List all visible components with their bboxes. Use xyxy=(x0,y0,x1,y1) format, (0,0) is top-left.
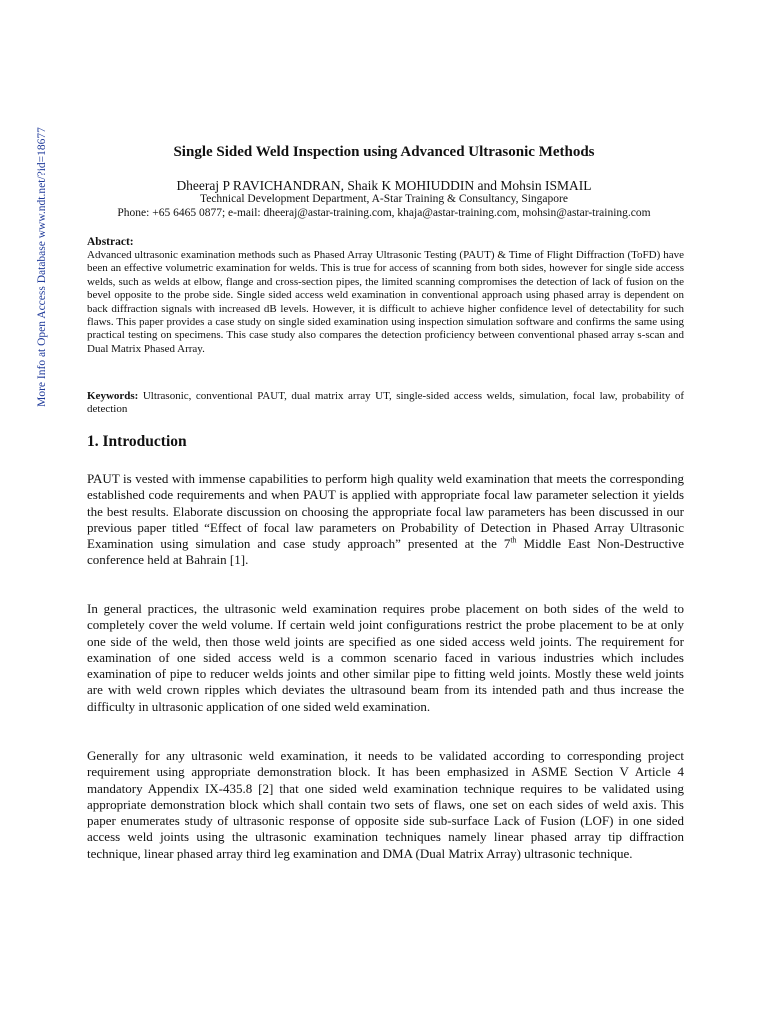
section-heading-introduction: 1. Introduction xyxy=(87,433,187,450)
affiliation: Technical Development Department, A-Star Training & Consultancy, Singapore xyxy=(200,193,568,205)
author-list: Dheeraj P RAVICHANDRAN, Shaik K MOHIUDDIN and Mohsin ISMAIL xyxy=(176,178,592,193)
intro-paragraph-1-text: PAUT is vested with immense capabilities to perform high quality weld examination that meets the corresponding established code requirements and when PAUT is applied with appropriate focal law parameter selection it yields the best results. Elaborate discussion on choosing the appropriate focal law parameters has been discussed in our previous paper titled “Effect of focal law parameters on Probability of Detection in Phased Array Ultrasonic Examination using simulation and case study approach” presented at the 7 xyxy=(87,471,684,552)
intro-paragraph-1-tail: Middle East Non-Destructive conference held at Bahrain [1]. xyxy=(87,536,684,568)
intro-paragraph-3: Generally for any ultrasonic weld examination, it needs to be validated according to corresponding project requirement using appropriate demonstration block. It has been emphasized in ASME Section V Article 4 mandatory Appendix IX-435.8 [2] that one sided weld examination technique requires to be validated using appropriate demonstration block which shall contain two sets of flaws, one set on each sides of weld axis. This paper enumerates study of ultrasonic response of opposite side sub-surface Lack of Fusion (LOF) in one sided access weld joints using the ultrasonic examination techniques namely linear phased array tip diffraction technique, linear phased array third leg examination and DMA (Dual Matrix Array) ultrasonic technique. xyxy=(87,748,684,861)
keywords-text: Ultrasonic, conventional PAUT, dual matrix array UT, single-sided access welds, simulation, focal law, probability of detection xyxy=(87,390,684,416)
intro-paragraph-1 xyxy=(87,471,684,569)
paper-title: Single Sided Weld Inspection using Advanced Ultrasonic Methods xyxy=(173,144,595,160)
ordinal-superscript: th xyxy=(510,535,517,545)
keywords xyxy=(87,390,684,417)
side-database-link-text[interactable]: More Info at Open Access Database www.ndt.net/?id=18677 xyxy=(36,127,48,407)
keywords-label: Keywords: xyxy=(87,390,139,402)
intro-paragraph-2: In general practices, the ultrasonic weld examination requires probe placement on both sides of the weld to completely cover the weld volume. If certain weld joint configurations restrict the probe placement to be at only one side of the weld, then those weld joints are specified as one sided access weld joints. The requirement for examination of one sided access weld is a common scenario faced in various industries which includes examination of pipe to reducer welds joints and other similar pipe to fitting weld joints. Mostly these weld joints are with weld crown ripples which deviates the ultrasound beam from its intended path and thus increase the difficulty in ultrasonic application of one sided weld examination. xyxy=(87,601,684,714)
abstract-heading: Abstract: xyxy=(87,236,134,248)
contact-info: Phone: +65 6465 0877; e-mail: dheeraj@astar-training.com, khaja@astar-training.com, mohsin@astar-training.com xyxy=(117,207,651,219)
abstract-body: Advanced ultrasonic examination methods such as Phased Array Ultrasonic Testing (PAUT) & Time of Flight Diffraction (ToFD) have been an effective volumetric examination for welds. This is true for access of scanning from both sides, however for single side access welds, such as welds at elbow, flange and cross-section pipes, the limited scanning compromises the detection of lack of fusion on the bevel opposite to the probe side. Single sided access weld examination in conventional approach using phased array is dependent on back diffraction signals with increased dB levels. However, it is difficult to achieve higher confidence level of detectability for such flaws. This paper provides a case study on single sided examination using inspection simulation software and confirms the same using practical testing on specimens. This case study also compares the detection proficiency between conventional phased array s-scan and Dual Matrix Phased Array. xyxy=(87,249,684,355)
side-database-link[interactable] xyxy=(32,112,52,422)
